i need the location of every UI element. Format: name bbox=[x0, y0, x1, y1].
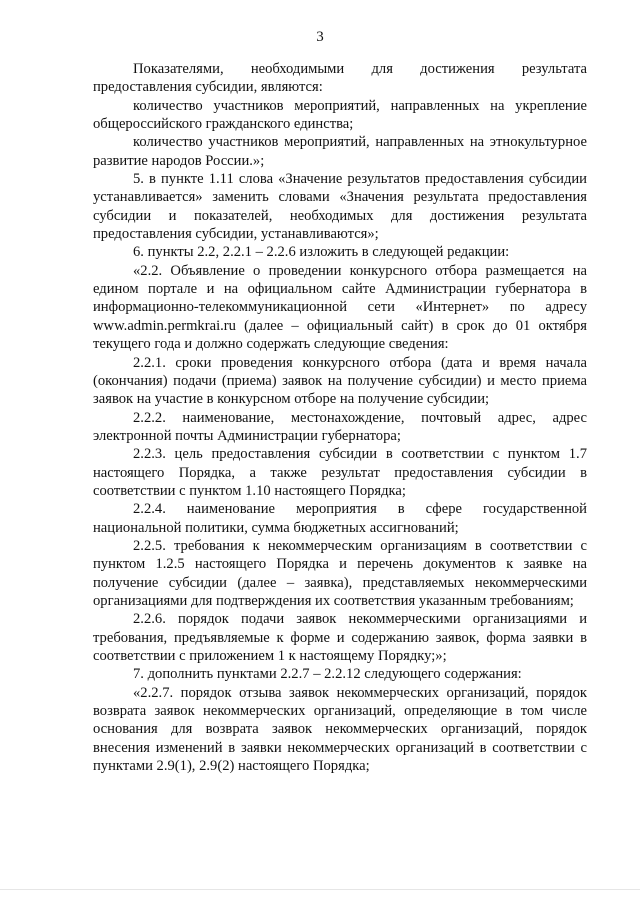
paragraph-indicator-ethnocultural: количество участников мероприятий, направленных на этнокультурное развитие народов России.»; bbox=[93, 134, 587, 169]
paragraph-item-6: 6. пункты 2.2, 2.2.1 – 2.2.6 изложить в следующей редакции: bbox=[133, 244, 510, 261]
paragraph-2-2: «2.2. Объявление о проведении конкурсного отбора размещается на едином портале и на официальном сайте Администрации губернатора в информационно-телекоммуникационной сети «Интернет» по адресу www.admin.permkrai.ru (далее – официальный сайт) в срок до 01 октября текущего года и должно содержать следующие сведения: bbox=[93, 262, 587, 353]
paragraph-item-7: 7. дополнить пунктами 2.2.7 – 2.2.12 следующего содержания: bbox=[133, 666, 522, 683]
paragraph-indicator-unity: количество участников мероприятий, направленных на укрепление общероссийского гражданского единства; bbox=[93, 97, 587, 133]
paragraph-2-2-6: 2.2.6. порядок подачи заявок некоммерческими организациями и требования, предъявляемые к форме и содержанию заявок, форма заявки в соответствии с приложением 1 к настоящему Порядку;»; bbox=[93, 611, 587, 664]
paragraph-2-2-1: 2.2.1. сроки проведения конкурсного отбора (дата и время начала (окончания) подачи (приема) заявок на получение субсидии) и место приема заявок на участие в конкурсном отборе на получение субсидии; bbox=[93, 354, 587, 408]
page-number: 3 bbox=[316, 29, 324, 45]
paragraph-2-2-3: 2.2.3. цель предоставления субсидии в соответствии с пунктом 1.7 настоящего Порядка, а также результат предоставления субсидии в соответствии с пунктом 1.10 настоящего Порядка; bbox=[93, 446, 587, 499]
body-text bbox=[93, 60, 587, 775]
scan-edge-line bbox=[0, 889, 640, 890]
paragraph-2-2-4: 2.2.4. наименование мероприятия в сфере государственной национальной политики, сумма бюджетных ассигнований; bbox=[93, 501, 587, 536]
paragraph-indicators-intro: Показателями, необходимыми для достижения результата предоставления субсидии, являются: bbox=[93, 61, 587, 96]
paragraph-2-2-2: 2.2.2. наименование, местонахождение, почтовый адрес, адрес электронной почты Администрации губернатора; bbox=[93, 409, 587, 444]
paragraph-2-2-7: «2.2.7. порядок отзыва заявок некоммерческих организаций, порядок возврата заявок некоммерческих организаций, определяющие в том числе основания для возврата заявок некоммерческих организаций, порядок внесения изменений в заявки некоммерческих организаций в соответствии с пунктами 2.9(1), 2.9(2) настоящего Порядка; bbox=[93, 684, 587, 775]
paragraph-item-5: 5. в пункте 1.11 слова «Значение результатов предоставления субсидии устанавливается» заменить словами «Значения результата предоставления субсидии и показателей, необходимых для достижения результата предоставления субсидии, устанавливаются»; bbox=[93, 171, 587, 243]
paragraph-2-2-5: 2.2.5. требования к некоммерческим организациям в соответствии с пунктом 1.2.5 настоящего Порядка и перечень документов к заявке на получение субсидии (далее – заявка), представляемых некоммерческими организациями для подтверждения их соответствия указанным требованиям; bbox=[93, 537, 587, 609]
